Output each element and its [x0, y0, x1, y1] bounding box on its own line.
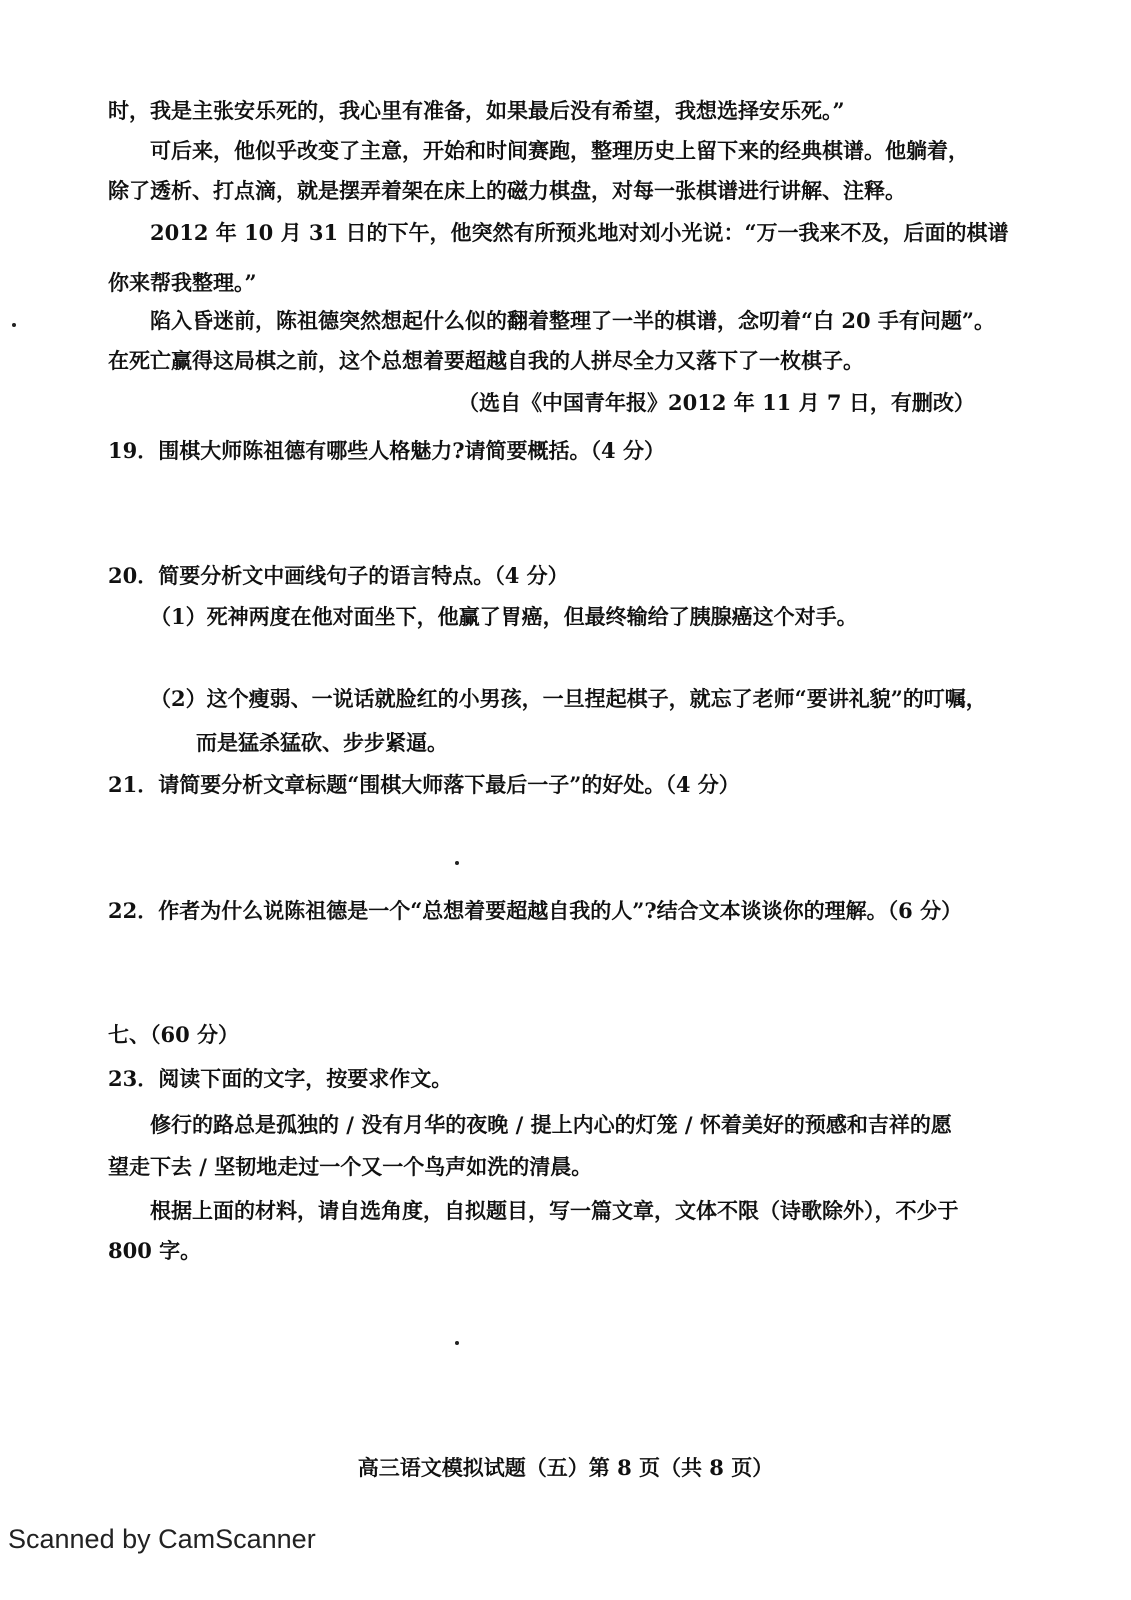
scanner-watermark: Scanned by CamScanner: [8, 1524, 316, 1554]
section-seven-heading: 七、（60 分）: [108, 1022, 240, 1047]
writing-requirement-line: 800 字。: [108, 1238, 202, 1263]
passage-paragraph-line: 时，我是主张安乐死的，我心里有准备，如果最后没有希望，我想选择安乐死。”: [108, 98, 845, 123]
passage-paragraph-line: 你来帮我整理。”: [108, 270, 257, 295]
passage-paragraph-line: 2012 年 10 月 31 日的下午，他突然有所预兆地对刘小光说：“万一我来不及，后面的棋谱: [150, 220, 1009, 245]
question-20-item-2: （2）这个瘦弱、一说话就脸红的小男孩，一旦捏起棋子，就忘了老师“要讲礼貌”的叮嘱，: [150, 686, 987, 711]
prompt-material-line: 望走下去 / 坚韧地走过一个又一个鸟声如洗的清晨。: [108, 1154, 593, 1179]
prompt-material-line: 修行的路总是孤独的 / 没有月华的夜晚 / 提上内心的灯笼 / 怀着美好的预感和吉祥的愿: [150, 1112, 952, 1137]
scan-speck: [12, 323, 16, 327]
passage-paragraph-line: 可后来，他似乎改变了主意，开始和时间赛跑，整理历史上留下来的经典棋谱。他躺着，: [150, 138, 969, 163]
scan-speck: [455, 1341, 459, 1345]
page-footer: 高三语文模拟试题（五）第 8 页（共 8 页）: [357, 1455, 774, 1480]
passage-paragraph-line: 陷入昏迷前，陈祖德突然想起什么似的翻着整理了一半的棋谱，念叨着“白 20 手有问题”。: [150, 308, 996, 333]
question-20: 20．简要分析文中画线句子的语言特点。（4 分）: [108, 563, 569, 588]
question-21: 21．请简要分析文章标题“围棋大师落下最后一子”的好处。（4 分）: [108, 772, 740, 797]
passage-paragraph-line: 除了透析、打点滴，就是摆弄着架在床上的磁力棋盘，对每一张棋谱进行讲解、注释。: [108, 178, 906, 203]
question-19: 19．围棋大师陈祖德有哪些人格魅力?请简要概括。（4 分）: [108, 438, 665, 463]
scan-speck: [455, 861, 459, 865]
passage-paragraph-line: 在死亡赢得这局棋之前，这个总想着要超越自我的人拼尽全力又落下了一枚棋子。: [108, 348, 864, 373]
writing-requirement-line: 根据上面的材料，请自选角度，自拟题目，写一篇文章，文体不限（诗歌除外），不少于: [150, 1198, 959, 1223]
question-22: 22．作者为什么说陈祖德是一个“总想着要超越自我的人”?结合文本谈谈你的理解。（6 分）: [108, 898, 963, 923]
question-23: 23．阅读下面的文字，按要求作文。: [108, 1066, 453, 1091]
question-20-item-1: （1）死神两度在他对面坐下，他赢了胃癌，但最终输给了胰腺癌这个对手。: [150, 604, 858, 629]
passage-source: （选自《中国青年报》2012 年 11 月 7 日，有删改）: [458, 390, 975, 415]
question-20-item-2-continued: 而是猛杀猛砍、步步紧逼。: [196, 730, 448, 755]
